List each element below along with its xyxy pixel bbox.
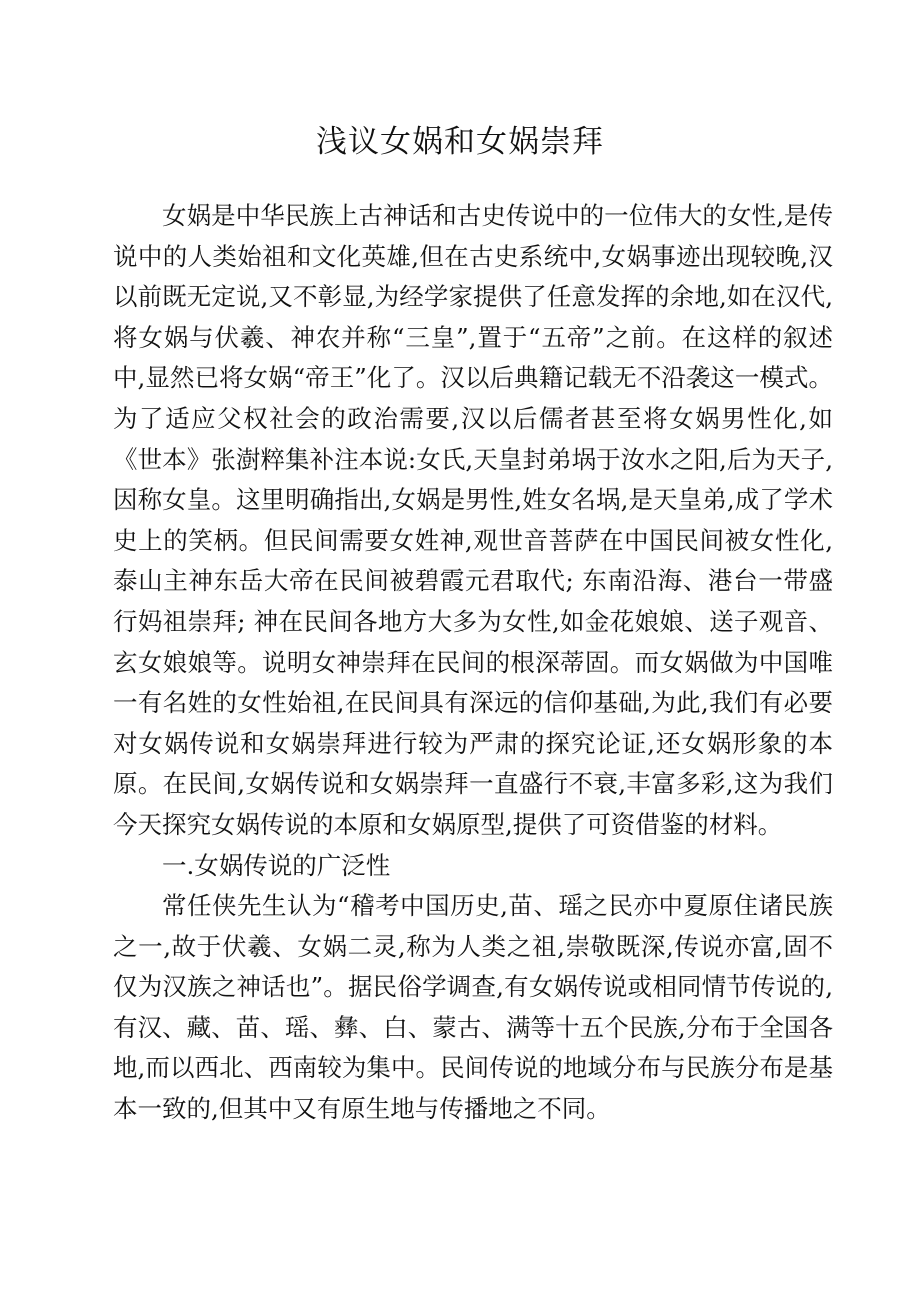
paragraph-section-1: 常任侠先生认为“稽考中国历史,苗、瑶之民亦中夏原住诸民族之一,故于伏羲、女娲二灵,称为人类之祖,崇敬既深,传说亦富,固不仅为汉族之神话也”。据民俗学调查,有女娲传说或相同情节传说的,有汉、藏、苗、瑶、彝、白、蒙古、满等十五个民族,分布于全国各地,而以西北、西南较为集中。民间传说的地域分布与民族分布是基本一致的,但其中又有原生地与传播地之不同。	[113, 891, 833, 1124]
section-heading: 一.女娲传说的广泛性	[162, 850, 391, 880]
paragraph-intro: 女娲是中华民族上古神话和古史传说中的一位伟大的女性,是传说中的人类始祖和文化英雄,但在古史系统中,女娲事迹出现较晚,汉以前既无定说,又不彰显,为经学家提供了任意发挥的余地,如在汉代,将女娲与伏羲、神农并称“三皇”,置于“五帝”之前。在这样的叙述中,显然已将女娲“帝王”化了。汉以后典籍记载无不沿袭这一模式。为了适应父权社会的政治需要,汉以后儒者甚至将女娲男性化,如《世本》张澍粹集补注本说:女氏,天皇封弟埚于汝水之阳,后为天子,因称女皇。这里明确指出,女娲是男性,姓女名埚,是天皇弟,成了学术史上的笑柄。但民间需要女姓神,观世音菩萨在中国民间被女性化,泰山主神东岳大帝在民间被碧霞元君取代; 东南沿海、港台一带盛行妈祖崇拜; 神在民间各地方大多为女性,如金花娘娘、送子观音、玄女娘娘等。说明女神崇拜在民间的根深蒂固。而女娲做为中国唯一有名姓的女性始祖,在民间具有深远的信仰基础,为此,我们有必要对女娲传说和女娲崇拜进行较为严肃的探究论证,还女娲形象的本原。在民间,女娲传说和女娲崇拜一直盛行不衰,丰富多彩,这为我们今天探究女娲传说的本原和女娲原型,提供了可资借鉴的材料。	[113, 201, 833, 839]
document-title: 浅议女娲和女娲崇拜	[316, 124, 604, 160]
document-body	[113, 196, 833, 1130]
